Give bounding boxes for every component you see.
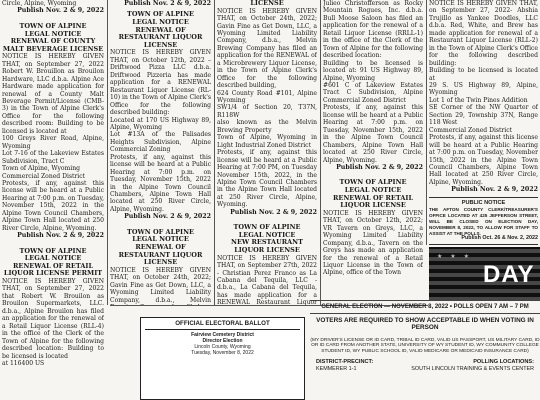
body-text: Lot #13A of the Palisades Heights Subdivision, Alpine Commercial Zoning (110, 131, 211, 154)
ballot-line: Tuesday, November 8, 2022 (191, 350, 254, 356)
body-text: SE Corner of the NW Quarter of Section 29, Township 37N, Range 118 West (429, 104, 538, 127)
body-text: SW1/4 of Section 20, T37N, R118W (217, 104, 317, 119)
body-text: Town of Alpine, Wyoming (2, 165, 80, 173)
voter-id-heading: VOTERS ARE REQUIRED TO SHOW ACCEPTABLE ID WHEN VOTING IN PERSON (316, 317, 534, 331)
voter-id-list: (MY DRIVER'S LICENSE OR ID CARD, TRIBAL ID CARD, VALID US PASSPORT, US MILITARY CARD, ID OR ID CARD FROM ANOTHER STATE, UNIVERSITY OF WY STUDENT ID, WY COMMUNITY COLLEGE STUDENT ID, WY PUBLIC SCHOOL ID, VALID MEDICARE OR MEDICAID INSURANCE CARD) (310, 337, 540, 354)
notice-heading: RENEWAL OF RESTAURANT LIQUOR LICENSE (118, 25, 203, 49)
notice-heading: RENEWAL OF COUNTY MALT BEVERAGE LICENSE (2, 37, 104, 53)
publish-line: Publish Nov. 2 & 9, 2022 (124, 0, 211, 7)
body-text: #601 C of Lakeview Estates Tract C Subdivision, Alpine Commercial Zoned District (323, 81, 423, 104)
notice-heading: LICENSE (250, 0, 284, 7)
body-text: Protests, if any, against this license will be heard at a Public Hearing at 7:00 p.m. on Tuesday, November 15th, 2022 in the Alpine Town Council Chambers, Alpine Town Hall located at 250 River Circle, Alpine, Wyoming. (110, 153, 211, 213)
election-date-line: GENERAL ELECTION — NOVEMBER 8, 2022 • POLLS OPEN 7 AM – 7 PM (310, 300, 540, 314)
body-text: NOTICE IS HEREBY GIVEN THAT, on September 27, 2022 Robert W. Brouillon as Brouilon Hardware, LLC d.b.a. Alpine Ace Hardware made application for renewal of a County Malt Beverage Permit/License (CMB-3) in the Town of Alpine Clerk's Office for the following described room: Building to be licensed is located at (2, 53, 104, 135)
notice-column-2 (110, 0, 211, 305)
body-text: NOTICE IS HEREBY GIVEN THAT, on October 24th, 2022; Gavin Fine as Get Down, LLC, a Wyoming Limited Liability Company, d.b.a., Melvin (110, 266, 211, 304)
notice-heading: LEGAL NOTICE (238, 230, 296, 239)
body-text: also known as the Melvin Brewing Property (217, 119, 317, 134)
notice-column-5 (429, 0, 538, 245)
column-rule (107, 0, 108, 305)
notice-column-4 (323, 0, 423, 300)
body-text: Protests, if any, against this license will be heard at a Public Hearing at 7:00 p.m. on Tuesday, November 15th, 2022 in the Alpine Town Council Chambers, Alpine Town Hall located at 250 River Circle, Alpine, Wyoming. (2, 179, 104, 232)
notice-heading: RENEWAL OF RETAIL LIQUOR LICENSE PERMIT (3, 261, 103, 278)
body-text: Protests, if any, against this license will be heard at a Public Hearing at 7:00 p.m. on Tuesday, November 15th, 2022 in the Alpine Town Council Chambers, Alpine Town Hall located at 250 River Circle, Alpine, Wyoming. (429, 134, 538, 186)
body-text: 29 S. US Highway 89, Alpine, Wyoming (429, 81, 538, 97)
notice-heading: LEGAL NOTICE (132, 18, 189, 27)
ballot-title: OFFICIAL ELECTORAL BALLOT (175, 320, 270, 327)
banner-word: DAY (483, 261, 535, 288)
notice-heading: NEW RESTAURANT LIQUOR LICENSE (231, 238, 303, 255)
body-text: NOTICE IS HEREBY GIVEN THAT, on September 27th, 2022 - Christian Perez Franco as La Cabana del Tequila, LLC - d.b.a., La Cabana del Tequila, has made application for a RENEWAL Restaurant Liquor (217, 254, 317, 305)
body-text: 624 County Road #101, Alpine Wyoming (217, 89, 317, 105)
ballot-line: Lincoln County, Wyoming (194, 344, 251, 350)
notice-heading: PUBLIC NOTICE (461, 199, 506, 206)
polling-value: SOUTH LINCOLN TRAINING & EVENTS CENTER (411, 365, 534, 372)
body-text: Located at 170 US Highway 89, Alpine, Wyoming (110, 116, 211, 131)
body-text: NOTICE IS HEREBY GIVEN THAT, on October 24th, 2022; Gavin Fine as Get Down, LLC, a Wyoming Limited Liability Company, d.b.a., Melvin Brewing Company has filed an application for the RENEWAL of a Microbrewery Liquor License, in the Town of Alpine Clerk's Office for the following described building, (217, 7, 317, 90)
official-ballot-box (140, 317, 305, 400)
notice-heading: TOWN OF ALPINE (19, 21, 87, 30)
body-text: at 116400 US (2, 359, 45, 367)
notice-heading: LEGAL NOTICE (132, 235, 189, 244)
district-value: KEMMERER 1-1 (316, 365, 357, 372)
notice-heading: LEGAL NOTICE (24, 254, 82, 263)
column-rule (214, 0, 215, 305)
notice-heading: TOWN OF ALPINE (233, 223, 301, 232)
body-text: 100 Greys River Road, Alpine, Wyoming (2, 135, 104, 150)
publish-line: Publish Nov. 2 & 9, 2022 (230, 208, 317, 216)
publish-line: Publish Nov. 2 & 9, 2022 (17, 7, 104, 15)
body-text: Building to be licensed is located at: 91 US Highway 89, Alpine, Wyoming (323, 59, 423, 82)
column-rule (426, 0, 427, 245)
body-text: Building to be licensed is located at (429, 67, 538, 82)
column-rule (320, 0, 321, 305)
body-text: Commercial Zoned District (429, 126, 513, 134)
body-text: NOTICE IS HEREBY GIVEN THAT, on October 12th, 2022 –Driftwood Pizza LLC d.b.a. Driftwood Pizzeria has made application for a RENEWAL Restaurant Liquor License (RL-10) in the Town of Alpine Clerk's Office for the following described building: (110, 49, 211, 117)
election-day-banner (429, 247, 540, 301)
public-notice-box (429, 197, 538, 245)
body-text: THE AFTON COUNTY CLERK/TREASURER'S OFFICE LOCATED AT 425 JEFFERSON STREET, WILL BE CLOSED ON ELECTION DAY, NOVEMBER 8, 2022, TO ALLOW FOR STAFF TO ASSIST AT THE POLLS. (429, 207, 538, 236)
notice-heading: LEGAL NOTICE (24, 29, 82, 38)
body-text: NOTICE IS HEREBY GIVEN THAT, on September 27, 2022- Abshia Trujillo as Yankee Doodles, LLC d.b.a. Red, White, and Brew has made application for renewal of a Restaurant Liquor License (RLL-2) in the Town of Alpine Clerk's Office for the following described building: (429, 0, 538, 67)
stars-icon: ★ ★ ★ (437, 253, 472, 260)
publish-line: Publish Nov. 2 & 9, 2022 (336, 163, 423, 171)
body-text: Circle, Alpine, Wyoming (2, 0, 77, 7)
body-text: Lot 7-16 of the Lakeview Estates Subdivision, Tract C (2, 150, 104, 165)
ballot-line: Director Election (202, 338, 243, 344)
ballot-header (145, 329, 300, 356)
body-text: NOTICE IS HEREBY GIVEN THAT, on September 27, 2022 that Robert W. Brouilon as Brouilon Supermarkets, LLC. d.b.a., Alpine Brouilon has filed an application for the renewal of a Retail Liquor License (RLL-4) in the office of the Clerk of the Town of Alpine for the following described location: Building to be licensed is located (2, 277, 104, 360)
body-text: Town of Alpine, Wyoming in Light Industrial Zoned District (217, 134, 317, 149)
notice-heading: RENEWAL OF RETAIL LIQUOR LICENSE (332, 193, 414, 210)
publish-line: Publish Nov. 2 & 9, 2022 (17, 232, 104, 240)
body-text: Julieo Christofferson as Rocky Mountain Rogues, Inc. d.b.a. Bull Moose Saloon has filed an application for the renewal of a Retail Liquor License (RRLL-1) in the office of the Clerk of the Town of Alpine for the following described location: (323, 0, 423, 60)
polling-label: POLLING LOCATIONS: (473, 359, 534, 366)
district-label: DISTRICT-PRECINCT: (316, 359, 374, 366)
notice-column-3 (217, 0, 317, 305)
body-text: Lot 1 of the Twin Pines Addition (429, 96, 528, 104)
election-info (310, 300, 540, 400)
notice-column-1 (2, 0, 104, 400)
notice-heading: LEGAL NOTICE (344, 186, 402, 195)
notice-heading: RENEWAL OF RESTAURANT LIQUOR LICENSE (118, 243, 203, 267)
body-text: Commercial Zoned District (2, 172, 86, 180)
publish-line: Publish Oct. 26 & Nov. 2, 2022 (461, 235, 538, 242)
notice-heading: TOWN OF ALPINE (127, 10, 194, 19)
body-text: Protests, if any, against this license will be heard at a Public Hearing at 7:00 p.m. on Tuesday, November 15th, 2022 in the Alpine Town Council Chambers, Alpine Town Hall located at 250 River Circle, Alpine, Wyoming. (323, 104, 423, 164)
publish-line: Publish Nov. 2 & 9, 2022 (124, 213, 211, 221)
polling-row (310, 366, 540, 372)
notice-heading: TOWN OF ALPINE (339, 178, 407, 187)
body-text: NOTICE IS HEREBY GIVEN THAT, on October 12th, 2022; VR Tavern on Greys, LLC, a Wyoming Limited Liability Company, d.b.a., Tavern on the Greys has made an application for the renewal of a Retail Liquor License in the Town of Alpine, office of the Town (323, 209, 423, 277)
publish-line: Publish Nov. 2 & 9, 2022 (451, 186, 538, 194)
notice-heading: TOWN OF ALPINE (127, 227, 194, 236)
body-text: Protests, if any, against this license will be heard at a Public Hearing at 7:00 PM, on Tuesday November 15th, 2022, in the Alpine Town Council Chambers in the Alpine Town Hall located at 250 River Circle, Alpine, Wyoming. (217, 149, 317, 209)
notice-heading: TOWN OF ALPINE (19, 246, 87, 255)
ballot-line: Fairview Cemetery District (191, 332, 254, 338)
